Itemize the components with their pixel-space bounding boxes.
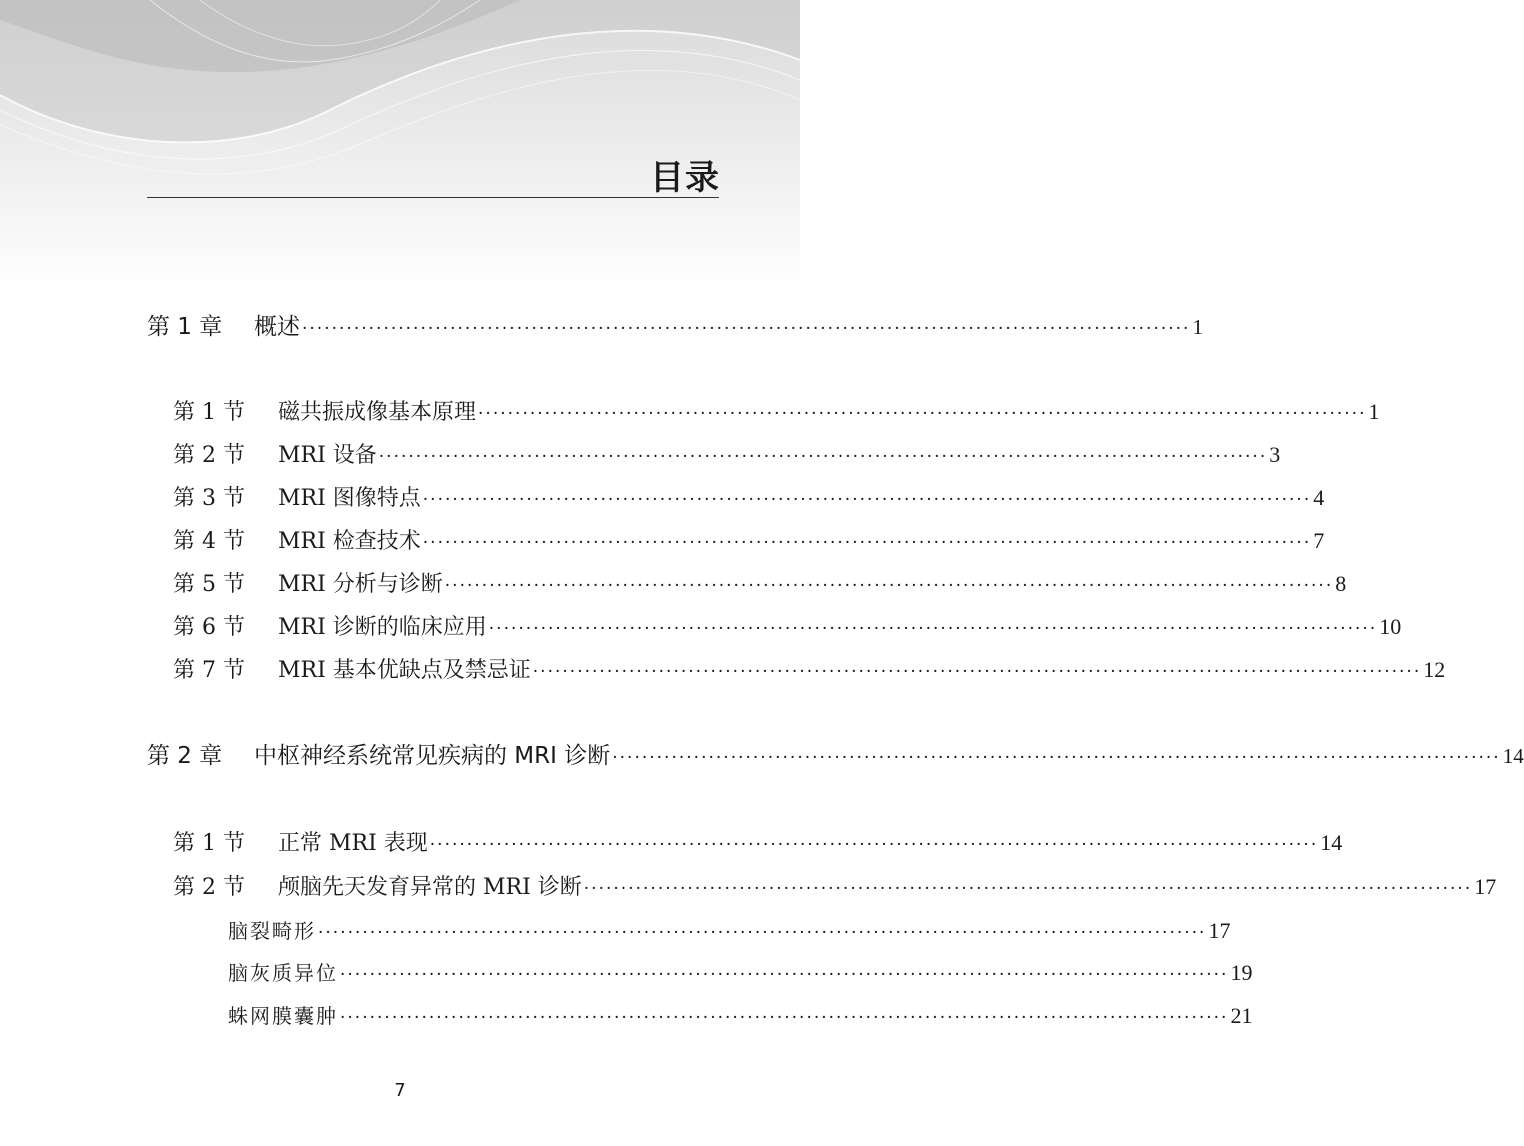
section-title: MRI 诊断的临床应用 — [278, 615, 487, 640]
section-title: MRI 基本优缺点及禁忌证 — [278, 658, 531, 683]
page-number: 7 — [394, 1080, 406, 1101]
toc-section[interactable] — [173, 442, 1281, 468]
section-title: MRI 分析与诊断 — [278, 572, 443, 597]
leader-dots: ························································································································ — [378, 447, 1268, 467]
toc-chapter-1[interactable] — [147, 314, 1203, 340]
section-title: MRI 设备 — [278, 443, 377, 468]
section-number: 第 1 节 — [173, 831, 245, 856]
leader-dots: ························································································································ — [302, 319, 1191, 339]
leader-dots: ························································································································ — [422, 533, 1312, 553]
page-ref: 7 — [1313, 528, 1325, 553]
section-title: 正常 MRI 表现 — [278, 831, 428, 856]
page-ref: 1 — [1192, 315, 1203, 339]
leader-dots: ························································································································ — [444, 576, 1334, 596]
page-ref: 4 — [1313, 485, 1325, 510]
toc-section[interactable] — [173, 614, 1402, 640]
toc-section[interactable] — [173, 528, 1325, 554]
chapter-title: 概述 — [254, 314, 300, 340]
section-number: 第 7 节 — [173, 658, 245, 683]
section-number: 第 2 节 — [173, 875, 245, 900]
chapter-number: 第 1 章 — [147, 314, 223, 340]
page-ref: 12 — [1423, 657, 1446, 682]
toc-heading: 目录 — [650, 158, 720, 198]
page-ref: 14 — [1502, 744, 1524, 768]
leader-dots: ························································································································ — [583, 879, 1473, 899]
toc-section[interactable] — [173, 874, 1497, 900]
page-ref: 8 — [1335, 571, 1347, 596]
chapter-title: 中枢神经系统常见疾病的 MRI 诊断 — [254, 743, 611, 769]
page-ref: 3 — [1269, 442, 1281, 467]
toc-chapter-2[interactable] — [147, 743, 1524, 769]
section-number: 第 4 节 — [173, 529, 245, 554]
toc-section[interactable] — [173, 399, 1380, 425]
leader-dots: ························································································································ — [318, 923, 1207, 943]
leader-dots: ························································································································ — [532, 662, 1422, 682]
toc-subsection[interactable] — [228, 918, 1231, 943]
page-ref: 10 — [1379, 614, 1402, 639]
heading-rule — [147, 197, 719, 198]
leader-dots: ························································································································ — [429, 835, 1319, 855]
leader-dots: ························································································································ — [340, 1008, 1229, 1028]
toc-section[interactable] — [173, 657, 1446, 683]
leader-dots: ························································································································ — [612, 748, 1501, 768]
subsection-title: 蛛网膜囊肿 — [228, 1004, 338, 1028]
leader-dots: ························································································································ — [488, 619, 1378, 639]
subsection-title: 脑灰质异位 — [228, 961, 338, 985]
page-ref: 17 — [1208, 918, 1231, 943]
section-number: 第 1 节 — [173, 400, 245, 425]
section-number: 第 5 节 — [173, 572, 245, 597]
section-title: 磁共振成像基本原理 — [278, 400, 477, 425]
toc-section[interactable] — [173, 830, 1343, 856]
toc-subsection[interactable] — [228, 960, 1253, 985]
toc-section[interactable] — [173, 571, 1347, 597]
leader-dots: ························································································································ — [422, 490, 1312, 510]
chapter-number: 第 2 章 — [147, 743, 223, 769]
page-ref: 21 — [1230, 1003, 1253, 1028]
leader-dots: ························································································································ — [340, 965, 1229, 985]
section-title: 颅脑先天发育异常的 MRI 诊断 — [278, 875, 582, 900]
section-number: 第 3 节 — [173, 486, 245, 511]
toc-subsection[interactable] — [228, 1003, 1253, 1028]
subsection-title: 脑裂畸形 — [228, 919, 316, 943]
section-number: 第 6 节 — [173, 615, 245, 640]
toc-section[interactable] — [173, 485, 1325, 511]
section-title: MRI 检查技术 — [278, 529, 421, 554]
page-ref: 19 — [1230, 960, 1253, 985]
page-ref: 17 — [1474, 874, 1497, 899]
decorative-wave-background — [0, 0, 800, 290]
page-ref: 1 — [1368, 399, 1380, 424]
section-title: MRI 图像特点 — [278, 486, 421, 511]
section-number: 第 2 节 — [173, 443, 245, 468]
page-ref: 14 — [1320, 830, 1343, 855]
leader-dots: ························································································································ — [478, 404, 1367, 424]
